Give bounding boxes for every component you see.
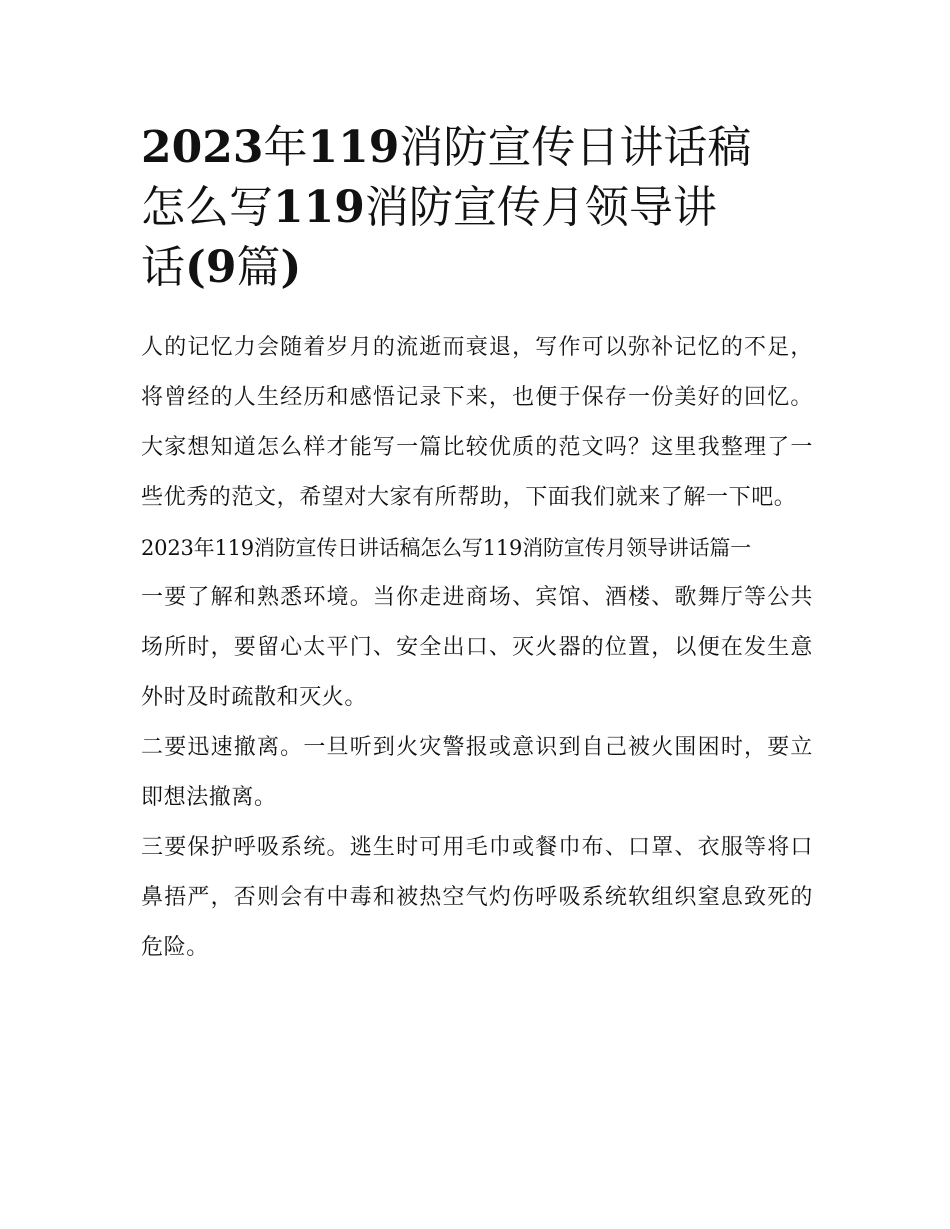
document-body: [141, 323, 813, 973]
paragraph-2: 二要迅速撤离。一旦听到火灾警报或意识到自己被火围困时，要立即想法撤离。: [141, 735, 813, 810]
document-title: [141, 118, 813, 298]
paragraph-1: 一要了解和熟悉环境。当你走进商场、宾馆、酒楼、歌舞厅等公共场所时，要留心太平门、安全出口、灭火器的位置，以便在发生意外时及时疏散和灭火。: [141, 585, 813, 710]
intro-paragraph: 人的记忆力会随着岁月的流逝而衰退，写作可以弥补记忆的不足，将曾经的人生经历和感悟记录下来，也便于保存一份美好的回忆。大家想知道怎么样才能写一篇比较优质的范文吗？这里我整理了一些优秀的范文，希望对大家有所帮助，下面我们就来了解一下吧。: [141, 335, 813, 510]
title-line-3: 话(9篇): [141, 242, 302, 293]
title-line-1: 2023年119消防宣传日讲话稿: [141, 122, 752, 173]
document-page: [141, 118, 813, 973]
title-line-2: 怎么写119消防宣传月领导讲: [141, 182, 717, 233]
section-title: 2023年119消防宣传日讲话稿怎么写119消防宣传月领导讲话篇一: [141, 536, 752, 560]
paragraph-3: 三要保护呼吸系统。逃生时可用毛巾或餐巾布、口罩、衣服等将口鼻捂严，否则会有中毒和被热空气灼伤呼吸系统软组织窒息致死的危险。: [141, 835, 813, 960]
